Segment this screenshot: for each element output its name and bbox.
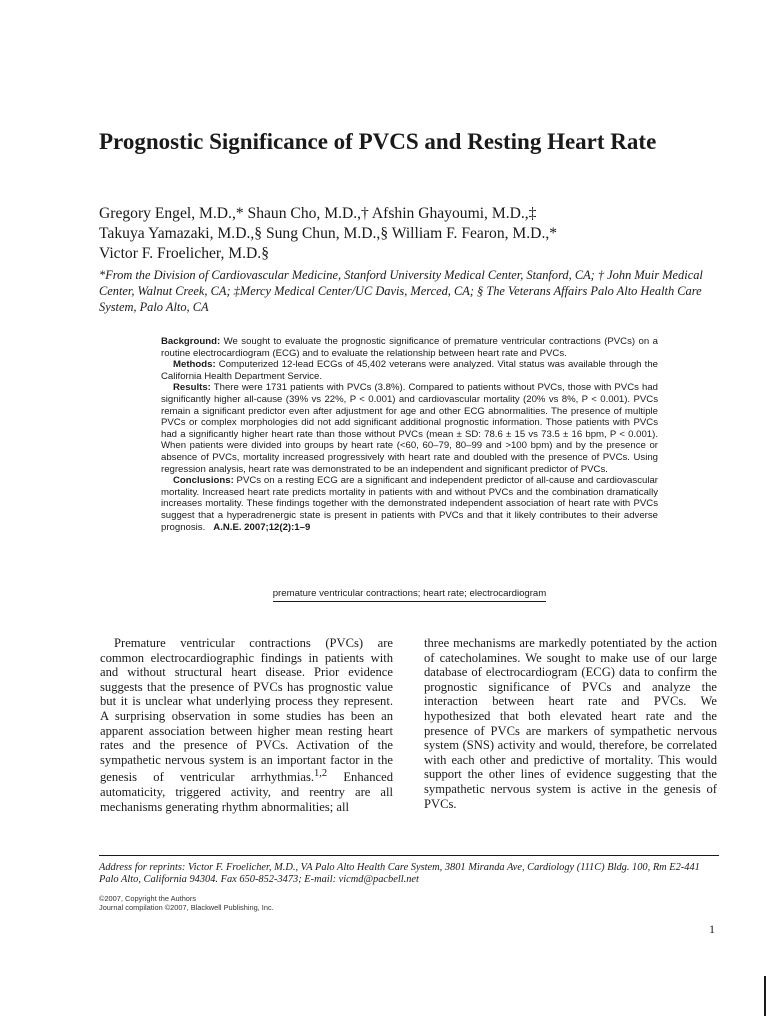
affiliations: *From the Division of Cardiovascular Medicine, Stanford University Medical Center, Stanford, CA; † John Muir Medical Center, Walnut Creek, CA; ‡Mercy Medical Center/UC Davis, Merced, CA; § The Veterans Affairs Palo Alto Health Care System, Palo Alto, CA bbox=[99, 268, 703, 314]
keywords bbox=[161, 588, 658, 602]
copyright-line: ©2007, Copyright the Authors bbox=[99, 894, 197, 903]
article-title: Prognostic Significance of PVCS and Resting Heart Rate bbox=[99, 129, 657, 154]
conclusions-label: Conclusions: bbox=[173, 475, 234, 487]
abstract-results bbox=[161, 382, 658, 475]
conclusions-text: PVCs on a resting ECG are a significant and independent predictor of all-cause and cardiovascular mortality. Increased heart rate predicts mortality in patients with and without PVCs and the combination dramatically increases mortality. These findings together with the demonstrated independent association of heart rate with PVCs suggest that a hyperadrenergic state is present in patients with PVCs and that it likely contributes to their adverse prognosis. bbox=[161, 475, 658, 533]
page-number: 1 bbox=[709, 922, 715, 936]
copyright-line: Journal compilation ©2007, Blackwell Publishing, Inc. bbox=[99, 903, 274, 912]
background-label: Background: bbox=[161, 336, 221, 347]
reprint-address: Address for reprints: Victor F. Froelicher, M.D., VA Palo Alto Health Care System, 3801 Miranda Ave, Cardiology (111C) Bldg. 100, Rm E2-441 Palo Alto, California 94304. Fax 650-852-3473; E-mail: vicmd@pacbell.net bbox=[99, 862, 700, 886]
intro-text-continued: Enhanced automaticity, triggered activity, and reentry are all mechanisms generating rhythm abnormalities; all bbox=[100, 770, 393, 814]
results-text: There were 1731 patients with PVCs (3.8%). Compared to patients without PVCs, those with PVCs had significantly higher all-cause (39% vs 22%, P < 0.001) and cardiovascular mortality (20% vs 8%, P < 0.001). PVCs remain a significant predictor even after adjustment for age and other ECG abnormalities. The presence of multiple PVCs or complex morphologies did not add significant additional prognostic information. Those patients with PVCs had a significantly higher heart rate than those without PVCs (mean ± SD: 78.6 ± 15 vs 73.5 ± 16 bpm, P < 0.001). When patients were divided into groups by heart rate (<60, 60–79, 80–99 and >100 bpm) and by the presence or absence of PVCs, mortality increased progressively with heart rate and doubled with the presence of PVCs. Using regression analysis, heart rate was demonstrated to be an independent and significant predictor of PVCs. bbox=[161, 382, 658, 475]
abstract-methods bbox=[161, 359, 658, 382]
methods-label: Methods: bbox=[173, 359, 216, 371]
intro-paragraph-continued: three mechanisms are markedly potentiated by the action of catecholamines. We sought to make use of our large database of electrocardiogram (ECG) data to confirm the prognostic significance of PVCs and analyze the interaction between heart rate and PVCs. We hypothesized that both elevated heart rate and the presence of PVCs are markers of sympathetic nervous system (SNS) activity and would, therefore, be correlated with each other and predictive of mortality. This would support the other lines of evidence suggesting that the sympathetic nervous system is active in the genesis of PVCs. bbox=[424, 636, 717, 811]
abstract bbox=[161, 336, 658, 533]
journal-citation: A.N.E. 2007;12(2):1–9 bbox=[213, 521, 311, 533]
copyright bbox=[99, 894, 499, 912]
methods-text: Computerized 12-lead ECGs of 45,402 veterans were analyzed. Vital status was available through the California Health Department Service. bbox=[161, 359, 658, 382]
author-line: Victor F. Froelicher, M.D.§ bbox=[99, 245, 269, 262]
keywords-text: premature ventricular contractions; heart rate; electrocardiogram bbox=[273, 588, 547, 602]
body-column-left bbox=[100, 636, 393, 814]
footer-divider bbox=[99, 855, 719, 856]
abstract-background bbox=[161, 336, 658, 359]
author-line: Takuya Yamazaki, M.D.,§ Sung Chun, M.D.,§ William F. Fearon, M.D.,* bbox=[99, 225, 558, 242]
intro-text: Premature ventricular contractions (PVCs) are common electrocardiographic findings in patients with and without structural heart disease. Prior evidence suggests that the presence of PVCs has prognostic value but it is unclear what underlying process they represent. A surprising observation in some studies has been an apparent association between higher mean resting heart rates and the presence of PVCs. Activation of the sympathetic nervous system is an important factor in the genesis of ventricular arrhythmias. bbox=[100, 636, 393, 785]
results-label: Results: bbox=[173, 382, 211, 394]
intro-paragraph bbox=[100, 636, 393, 814]
abstract-conclusions bbox=[161, 475, 658, 533]
author-list bbox=[99, 204, 699, 264]
background-text: We sought to evaluate the prognostic significance of premature ventricular contractions (PVCs) on a routine electrocardiogram (ECG) and to evaluate the relationship between heart rate and PVCs. bbox=[161, 336, 658, 359]
author-line: Gregory Engel, M.D.,* Shaun Cho, M.D.,† Afshin Ghayoumi, M.D.,‡ bbox=[99, 205, 537, 222]
page-edge-mark bbox=[764, 976, 766, 1016]
reference-marker: 1,2 bbox=[314, 768, 328, 780]
body-column-right bbox=[424, 636, 717, 811]
